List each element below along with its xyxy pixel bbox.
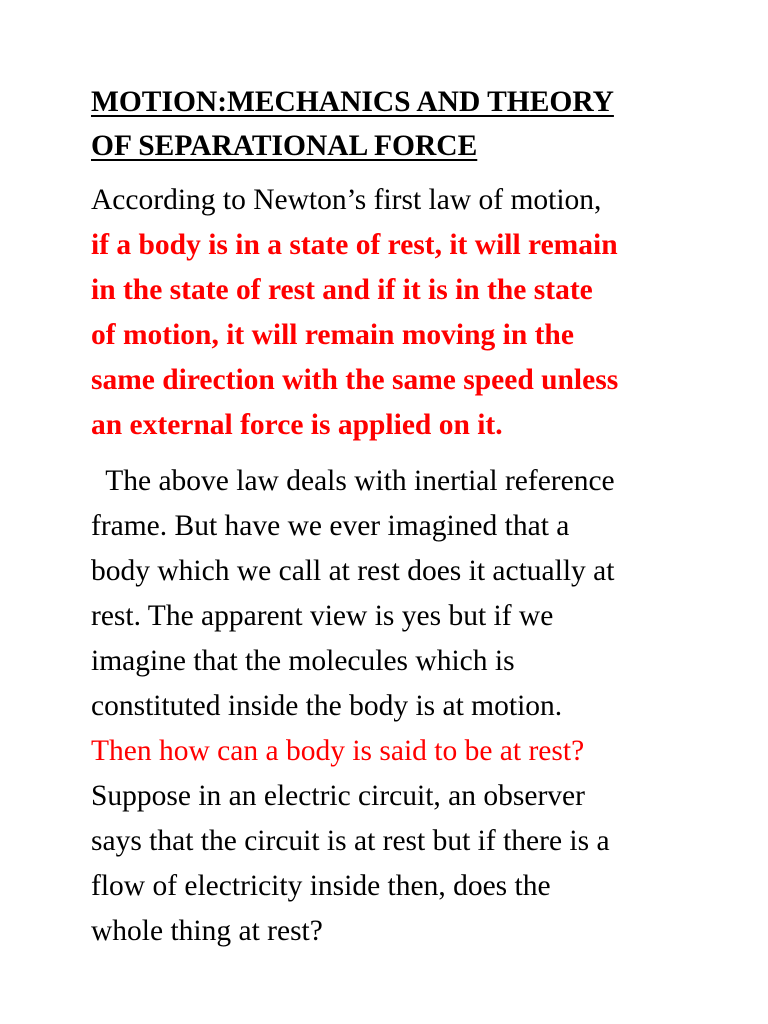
closing-line: whole thing at rest? (91, 915, 323, 947)
highlighted-question: Then how can a body is said to be at rest? (91, 735, 585, 767)
title-line: MOTION:MECHANICS AND THEORY (91, 86, 614, 118)
law-statement-line: if a body is in a state of rest, it will remain (91, 229, 618, 261)
paragraph-discussion (91, 459, 615, 954)
law-statement-line: same direction with the same speed unless (91, 364, 619, 396)
law-statement-line: an external force is applied on it. (91, 409, 503, 441)
discussion-line: The above law deals with inertial reference (91, 465, 615, 497)
closing-line: flow of electricity inside then, does the (91, 870, 551, 902)
title-line: OF SEPARATIONAL FORCE (91, 130, 478, 162)
paragraph-intro: According to Newton’s first law of motion, (91, 184, 602, 216)
paragraph-newton-law (91, 178, 618, 448)
document-title (91, 80, 691, 168)
discussion-line: rest. The apparent view is yes but if we (91, 600, 554, 632)
closing-line: Suppose in an electric circuit, an observer (91, 780, 585, 812)
discussion-line: body which we call at rest does it actually at (91, 555, 615, 587)
law-statement-line: in the state of rest and if it is in the state (91, 274, 593, 306)
closing-line: says that the circuit is at rest but if there is a (91, 825, 610, 857)
law-statement-line: of motion, it will remain moving in the (91, 319, 574, 351)
discussion-line: frame. But have we ever imagined that a (91, 510, 570, 542)
discussion-line: constituted inside the body is at motion. (91, 690, 563, 722)
discussion-line: imagine that the molecules which is (91, 645, 515, 677)
